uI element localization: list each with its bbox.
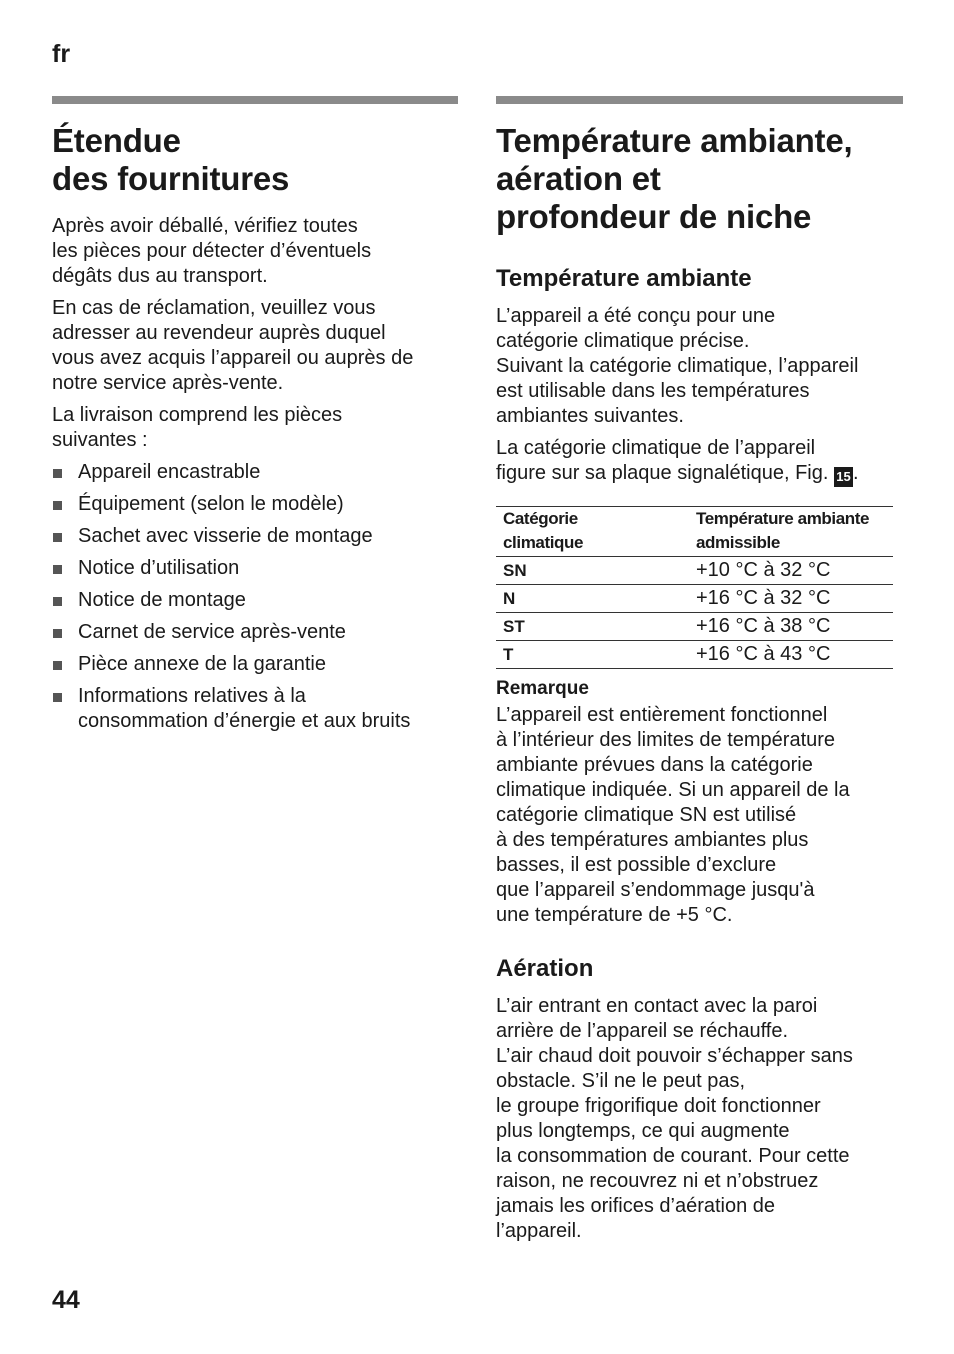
intro-paragraph: Après avoir déballé, vérifiez toutes les pièces pour détecter d’éventuels dégâts dus au transport. [52, 215, 372, 287]
list-item: Notice d’utilisation [52, 556, 458, 581]
table-cell-range: +16 °C à 32 °C [689, 585, 893, 613]
list-item: Carnet de service après-vente [52, 620, 458, 645]
subheading-ventilation: Aération [496, 955, 594, 982]
bullet-icon [53, 501, 62, 510]
bullet-icon [53, 469, 62, 478]
table-cell-category: SN [496, 557, 689, 585]
list-item: Notice de montage [52, 588, 458, 613]
list-item: Informations relatives à la consommation d’énergie et aux bruits [52, 684, 458, 734]
list-item: Sachet avec visserie de montage [52, 524, 458, 549]
climate-class-table [496, 506, 893, 669]
delivery-paragraph: La livraison comprend les pièces suivantes : [52, 404, 343, 451]
bullet-icon [53, 661, 62, 670]
page-number: 44 [52, 1286, 80, 1314]
section-rule [52, 96, 458, 104]
table-cell-range: +10 °C à 32 °C [689, 557, 893, 585]
list-item: Pièce annexe de la garantie [52, 652, 458, 677]
rating-plate-paragraph: La catégorie climatique de l’appareil figure sur sa plaque signalétique, Fig. 15 . [496, 436, 903, 487]
figure-reference-icon: 15 [834, 467, 853, 487]
ambient-paragraph: L’appareil a été conçu pour une catégorie climatique précise. Suivant la catégorie climatique, l’appareil est utilisable dans les températures ambiantes suivantes. [496, 305, 859, 427]
section-title-temperature: Température ambiante, aération et profondeur de niche [496, 122, 853, 235]
delivery-items-list [52, 460, 458, 734]
list-item: Appareil encastrable [52, 460, 458, 485]
table-row [496, 585, 893, 613]
table-cell-category: ST [496, 613, 689, 641]
subheading-ambient-temperature: Température ambiante [496, 265, 752, 292]
bullet-icon [53, 629, 62, 638]
table-header-temperature: Température ambiante admissible [689, 507, 893, 557]
bullet-icon [53, 693, 62, 702]
table-header-row [496, 507, 893, 557]
complaint-paragraph: En cas de réclamation, veuillez vous adresser au revendeur auprès duquel vous avez acquis l’appareil ou auprès de notre service après-vente. [52, 297, 414, 394]
list-item: Équipement (selon le modèle) [52, 492, 458, 517]
section-rule [496, 96, 903, 104]
table-header-category: Catégorie climatique [496, 507, 689, 557]
note-label: Remarque [496, 678, 589, 699]
section-title-supply: Étendue des fournitures [52, 122, 290, 197]
table-row [496, 557, 893, 585]
bullet-icon [53, 533, 62, 542]
table-row [496, 641, 893, 669]
bullet-icon [53, 565, 62, 574]
left-column [52, 96, 458, 741]
bullet-icon [53, 597, 62, 606]
right-column [496, 96, 903, 1244]
note-paragraph: L’appareil est entièrement fonctionnel à l’intérieur des limites de température ambiante prévues dans la catégorie climatique indiquée. Si un appareil de la catégorie climatique SN est utilisé à des températures ambiantes plus basses, il est possible d’exclure que l’appareil s’endommage jusqu'à une température de +5 °C. [496, 704, 850, 926]
table-cell-category: N [496, 585, 689, 613]
language-label: fr [52, 40, 71, 68]
table-cell-category: T [496, 641, 689, 669]
table-row [496, 613, 893, 641]
ventilation-paragraph: L’air entrant en contact avec la paroi arrière de l’appareil se réchauffe. L’air chaud doit pouvoir s’échapper sans obstacle. S’il ne le peut pas, le groupe frigorifique doit fonctionner plus longtemps, ce qui augmente la consommation de courant. Pour cette raison, ne recouvrez ni et n’obstruez jamais les orifices d’aération de l’appareil. [496, 995, 853, 1242]
table-cell-range: +16 °C à 38 °C [689, 613, 893, 641]
table-cell-range: +16 °C à 43 °C [689, 641, 893, 669]
